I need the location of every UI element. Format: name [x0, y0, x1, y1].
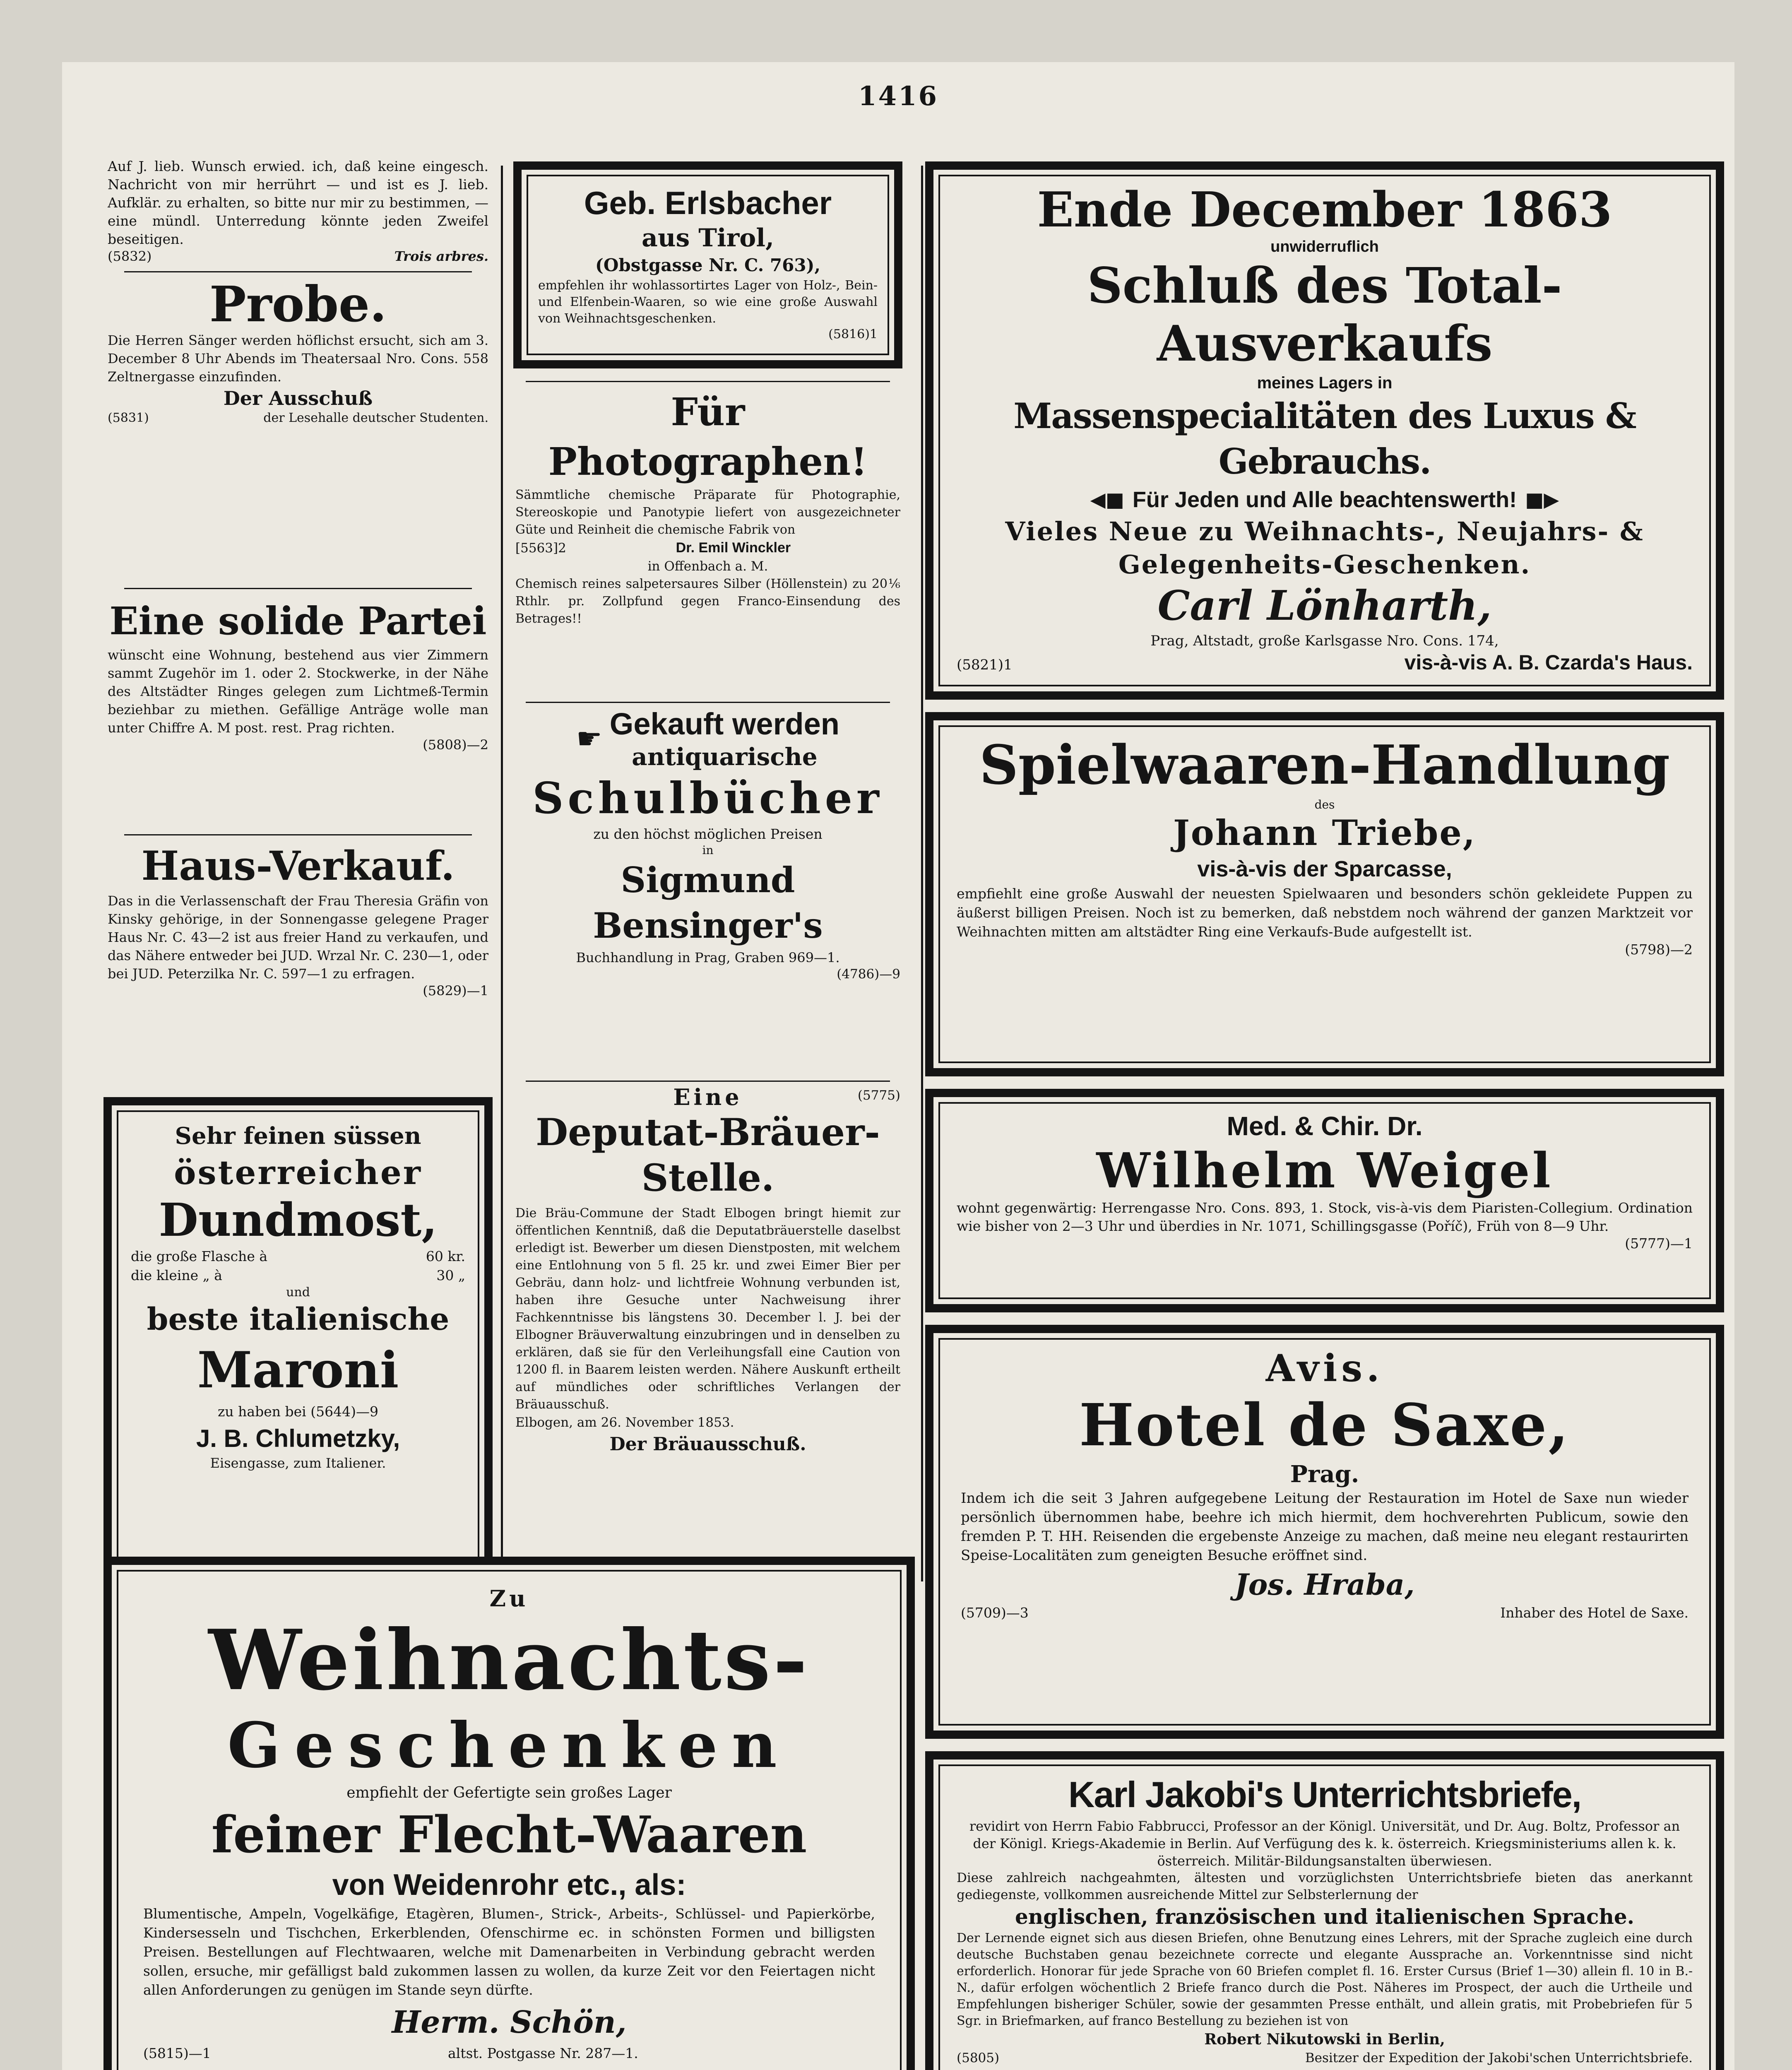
- divider: [526, 1081, 890, 1082]
- ad-line: Für Jeden und Alle beachtenswerth!: [1132, 487, 1517, 512]
- ad-line: meines Lagers in: [1257, 374, 1393, 392]
- price-label: die kleine „ à: [131, 1267, 222, 1283]
- ad-headline: Haus-Verkauf.: [141, 842, 455, 889]
- ad-text: Die Herren Sänger werden höflichst ersucht, sich am 3. December 8 Uhr Abends im Theatersaal Nro. Cons. 558 Zeltnergasse einzufinden.: [108, 332, 488, 385]
- ad-line: englischen, französischen und italienischen Sprache.: [1015, 1904, 1635, 1929]
- ad-headline: Schluß des Total-Ausverkaufs: [1087, 257, 1562, 372]
- price-value: 60 kr.: [426, 1248, 465, 1264]
- ad-text: wünscht eine Wohnung, bestehend aus vier Zimmern sammt Zugehör im 1. oder 2. Stockwerke, in der Nähe des Altstädter Ringes gelegen zum Lichtmeß-Termin beziehbar zu miethen. Gefällige Anträge wolle man unter Chiffre A. M post. rest. Prag richten.: [108, 647, 488, 736]
- column-rule: [501, 166, 503, 1606]
- ad-headline: Karl Jakobi's Unterrichtsbriefe,: [1068, 1774, 1581, 1815]
- ad-headline: Geschenken: [227, 1709, 791, 1782]
- price-label: die große Flasche à: [131, 1248, 268, 1264]
- ad-signature: Trois arbres.: [394, 248, 488, 264]
- divider: [526, 381, 890, 382]
- ad-text: Die Bräu-Commune der Stadt Elbogen bringt hiemit zur öffentlichen Kenntniß, daß die Deputatbräuerstelle daselbst erledigt ist. Bewerber um diesen Dienstposten, mit welchem eine Entlohnung von 5 fl. 25 kr. und zwei Eimer Bier per Gebräu, dann holz- und lichtfreie Wohnung verbunden ist, haben ihre Gesuche unter Nachweisung ihrer Fachkenntnisse bis längstens 30. December l. J. bei der Elbogner Bräuverwaltung einzubringen und in denselben zu erklären, daß sie für den Verleihungsfall eine Caution von 1200 fl. in Baarem leisten werden. Nähere Auskunft ertheilt auf mündliches oder schriftliches Verlangen der Bräuausschuß.: [515, 1206, 900, 1412]
- ad-line: empfiehlt der Gefertigte sein großes Lager: [346, 1784, 672, 1801]
- pointing-hand-icon: ☛: [576, 722, 602, 756]
- ad-line: vis-à-vis A. B. Czarda's Haus.: [1404, 651, 1693, 674]
- ad-title: Besitzer der Expedition der Jakobi'schen Unterrichtsbriefe.: [1305, 2051, 1693, 2065]
- ad-5644: [103, 1097, 493, 1594]
- ad-ref: (5709)—3: [961, 1605, 1029, 1621]
- ad-headline: feiner Flecht-Waaren: [211, 1805, 807, 1864]
- ad-5775: [515, 1085, 900, 1457]
- ad-signature: Robert Nikutowski in Berlin,: [1204, 2031, 1445, 2048]
- ad-5798: [925, 712, 1724, 1076]
- ad-5832: [108, 157, 488, 264]
- ad-5815: [103, 1557, 915, 2070]
- ad-title: Inhaber des Hotel de Saxe.: [1500, 1605, 1689, 1621]
- ad-line: aus Tirol,: [642, 224, 774, 253]
- divider: [526, 702, 890, 703]
- ad-line: zu den höchst möglichen Preisen: [593, 826, 823, 842]
- ad-line: österreicher: [174, 1153, 422, 1192]
- ad-line: unwiderruflich: [1270, 238, 1379, 255]
- ad-headline: Maroni: [197, 1341, 399, 1399]
- ad-text: wohnt gegenwärtig: Herrengasse Nro. Cons. 893, 1. Stock, vis-à-vis dem Piaristen-Collegium. Ordination wie bisher von 2—3 Uhr und überdies in Nr. 1071, Schillingsgasse (Poříč), Früh von 8—9 Uhr.: [957, 1200, 1693, 1234]
- ad-line: J. B. Chlumetzky,: [196, 1425, 400, 1452]
- page-number: 1416: [858, 81, 939, 112]
- ad-ref: (5644)—9: [310, 1403, 378, 1420]
- ad-ref: (5775): [857, 1088, 900, 1103]
- ad-headline: Sigmund Bensinger's: [593, 859, 823, 946]
- ad-ref: (5816)1: [828, 327, 878, 342]
- ad-headline: Hotel de Saxe,: [1079, 1391, 1571, 1459]
- ad-signature: Der Bräuausschuß.: [609, 1434, 806, 1455]
- ad-text: Diese zahlreich nachgeahmten, ältesten und vorzüglichsten Unterrichtsbriefe bieten das anerkannt gediegenste, vollkommen ausreichende Mittel zur Selbsterlernung der: [957, 1870, 1693, 1902]
- ad-line: Sehr feinen süssen: [175, 1122, 421, 1150]
- divider: [124, 271, 472, 272]
- ad-ref: (5798)—2: [1625, 941, 1693, 958]
- ad-5821: [925, 161, 1724, 700]
- divider: [124, 588, 472, 589]
- ad-line: Vieles Neue zu Weihnachts-, Neujahrs- & Gelegenheits-Geschenken.: [1005, 516, 1644, 580]
- ad-line: Gekauft werden: [609, 707, 839, 741]
- ad-name: Dr. Emil Winckler: [676, 540, 791, 556]
- ad-text: Blumentische, Ampeln, Vogelkäfige, Etagèren, Blumen-, Strick-, Arbeits-, Schlüssel- und Papierkörbe, Kindersesseln und Tischchen, Erkerblenden, Ofenschirme ec. in schönsten Formen und billigsten Preisen. Bestellungen auf Flechtwaaren, welche mit Damenarbeiten in Verbindung gebracht werden sollen, ersuche, mir gefälligst bald zukommen lassen zu wollen, da kurze Zeit vor den Feiertagen nicht allen Anforderungen zu genügen im Stande seyn dürfte.: [143, 1906, 875, 1998]
- ad-headline: Johann Triebe,: [1173, 812, 1477, 853]
- ad-headline: Geb. Erlsbacher: [584, 185, 832, 221]
- ad-ref: (5821)1: [957, 657, 1013, 673]
- ad-address: altst. Postgasse Nr. 287—1.: [447, 2045, 638, 2061]
- ad-line: von Weidenrohr etc., als:: [332, 1868, 686, 1902]
- ad-ref: (5831): [108, 411, 149, 425]
- ad-5831: [108, 277, 488, 425]
- ad-5563: [515, 387, 900, 628]
- ad-headline: Weihnachts-: [208, 1612, 810, 1709]
- ad-headline: Deputat-Bräuer-: [536, 1110, 880, 1154]
- ad-address: Prag, Altstadt, große Karlsgasse Nro. Cons. 174,: [1150, 633, 1499, 649]
- ad-line: Prag.: [1290, 1461, 1359, 1488]
- divider: [124, 834, 472, 835]
- ad-line: vis-à-vis der Sparcasse,: [1197, 857, 1452, 881]
- ad-ref: (5777)—1: [1625, 1235, 1693, 1252]
- ad-text: empfehlen ihr wohlassortirtes Lager von Holz-, Bein- und Elfenbein-Waaren, so wie eine große Auswahl von Weihnachtsgeschenken.: [538, 278, 878, 326]
- ad-line: Avis.: [1265, 1346, 1384, 1390]
- ad-ref: (5832): [108, 248, 152, 264]
- ad-line: in Offenbach a. M.: [647, 559, 768, 574]
- ad-ref: (4786)—9: [837, 967, 900, 982]
- ad-headline: Probe.: [209, 275, 387, 333]
- ad-text: Chemisch reines salpetersaures Silber (Höllenstein) zu 20⅙ Rthlr. pr. Zollpfund gegen Franco-Einsendung des Betrages!!: [515, 577, 900, 626]
- ad-headline: Wilhelm Weigel: [1096, 1143, 1553, 1199]
- ad-text: Auf J. lieb. Wunsch erwied. ich, daß keine eingesch. Nachricht von mir herrührt — und ist es J. lieb. Aufklär. zu erhalten, so bitte nur mir zu bestimmen, — eine mündl. Unterredung könnte jeden Zweifel beseitigen.: [108, 158, 488, 247]
- ad-line: des: [1314, 798, 1335, 811]
- ad-line: Eisengasse, zum Italiener.: [210, 1455, 386, 1471]
- column-rule: [921, 166, 923, 1581]
- ad-headline: Massenspecialitäten des Luxus & Gebrauchs.: [1013, 395, 1636, 482]
- ad-5777: [925, 1089, 1724, 1312]
- ad-headline: Stelle.: [641, 1156, 775, 1200]
- ad-5808: [108, 596, 488, 753]
- ad-line: Zu: [489, 1585, 529, 1612]
- ad-text: Sämmtliche chemische Präparate für Photographie, Stereoskopie und Panotypie liefert von ausgezeichneter Güte und Reinheit die chemische Fabrik von: [515, 488, 900, 537]
- ad-headline: Eine solide Partei: [109, 599, 487, 643]
- ad-line: (Obstgasse Nr. C. 763),: [595, 255, 821, 275]
- ad-line: in: [702, 843, 714, 857]
- ad-signature: Carl Lönharth,: [1157, 582, 1492, 630]
- ad-5709: [925, 1325, 1724, 1739]
- ad-ref: (5805): [957, 2051, 1000, 2065]
- ad-text: empfiehlt eine große Auswahl der neuesten Spielwaaren und besonders schön gekleidete Puppen zu äußerst billigen Preisen. Noch ist zu bemerken, daß nebstdem noch während der ganzen Marktzeit vor Weihnachten mitten am altstädter Ring eine Verkaufs-Bude aufgestellt ist.: [957, 886, 1693, 940]
- ad-5816: [513, 161, 902, 368]
- ad-line: Buchhandlung in Prag, Graben 969—1.: [576, 950, 840, 965]
- ad-line: beste italienische: [147, 1302, 450, 1337]
- ad-5829: [108, 840, 488, 999]
- ad-text: Der Lernende eignet sich aus diesen Briefen, ohne Benutzung eines Lehrers, mit der Sprache zugleich eine durch deutsche Buchstaben genau bezeichnete correcte und elegante Aussprache an. Vorkenntnisse sind nicht erforderlich. Honorar für jede Sprache von 60 Briefen complet fl. 16. Erster Cursus (Brief 1—30) allein fl. 10 in B.-N., dafür erfolgen wöchentlich 2 Briefe franco durch die Post. Näheres im Prospect, der auch die Urtheile und Empfehlungen bisheriger Schüler, sowie der gesammten Presse enthält, und allein gratis, mit Probebriefen für 5 Sgr. in Briefmarken, auf franco Bestellung zu beziehen ist von: [957, 1931, 1693, 2028]
- ad-headline: Spielwaaren-Handlung: [979, 733, 1670, 797]
- ad-text: Das in die Verlassenschaft der Frau Theresia Gräfin von Kinsky gehörige, in der Sonnengasse gelegene Prager Haus Nr. C. 43—2 ist aus freier Hand zu verkaufen, und das Nähere entweder bei JUD. Wrzal Nr. C. 230—1, oder bei JUD. Peterzilka Nr. C. 597—1 zu erfragen.: [108, 893, 488, 982]
- ad-text: revidirt von Herrn Fabio Fabbrucci, Professor an der Königl. Universität, und Dr. Aug. Boltz, Professor an der Königl. Kriegs-Akademie in Berlin. Auf Verfügung des k. k. österreich. Kriegsministeriums allen k. k. österreich. Militär-Bildungsanstalten überwiesen.: [969, 1818, 1680, 1869]
- ribbon-right-icon: ■▶: [1525, 488, 1559, 511]
- ad-line: und: [286, 1285, 310, 1300]
- ad-line: Eine: [673, 1084, 743, 1110]
- ad-headline: Dundmost,: [159, 1193, 438, 1247]
- ad-5805: [925, 1751, 1724, 2070]
- ad-line: zu haben bei: [218, 1403, 306, 1420]
- ad-text: Indem ich die seit 3 Jahren aufgegebene Leitung der Restauration im Hotel de Saxe nun wieder persönlich übernommen habe, beehre ich mich hiermit, dem hochverehrten Publicum, sowie den fremden P. T. HH. Reisenden die ergebenste Anzeige zu machen, daß meine neu elegant restaurirten Speise-Localitäten zum geneigten Besuche eröffnet sind.: [961, 1490, 1689, 1564]
- ad-line: antiquarische: [632, 743, 818, 771]
- newspaper-page: [62, 62, 1734, 2070]
- ad-headline: Ende December 1863: [1037, 182, 1612, 238]
- ribbon-left-icon: ◀■: [1090, 488, 1124, 511]
- ad-ref: [5563]2: [515, 541, 566, 556]
- ad-4786: [515, 706, 900, 982]
- ad-line: Med. & Chir. Dr.: [1227, 1111, 1423, 1141]
- ad-headline: Für Photographen!: [548, 390, 868, 484]
- ad-ref: (5815)—1: [143, 2045, 211, 2061]
- ad-signature: Herm. Schön,: [392, 2005, 627, 2040]
- ad-signature: Jos. Hraba,: [1234, 1567, 1415, 1602]
- ad-ref: (5829)—1: [423, 983, 488, 999]
- price-value: 30 „: [436, 1267, 465, 1283]
- ad-ref: (5808)—2: [423, 737, 488, 753]
- ad-date: Elbogen, am 26. November 1853.: [515, 1415, 734, 1430]
- ad-headline: Schulbücher: [532, 773, 883, 823]
- ad-signature: Der Ausschuß: [223, 387, 373, 409]
- ad-ref-text: der Lesehalle deutscher Studenten.: [263, 411, 488, 425]
